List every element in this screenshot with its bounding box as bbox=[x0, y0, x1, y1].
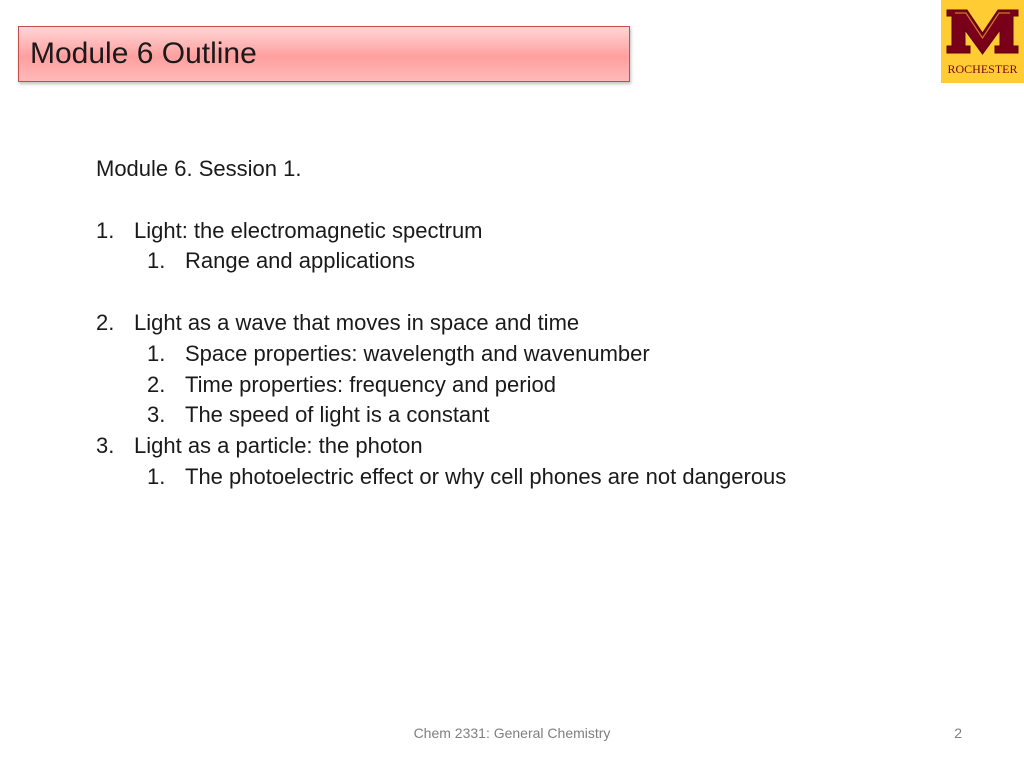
outline-item-text: Light as a wave that moves in space and time bbox=[134, 309, 580, 335]
logo-caption: ROCHESTER bbox=[947, 62, 1018, 76]
outline-subitem bbox=[96, 370, 976, 401]
outline-subitem-number: 2. bbox=[147, 371, 166, 397]
outline-subitem-number: 1. bbox=[147, 340, 166, 366]
outline-item-number: 1. bbox=[96, 217, 115, 243]
outline-subitem bbox=[96, 246, 976, 277]
slide-title: Module 6 Outline bbox=[30, 37, 257, 70]
outline-subitem-number: 3. bbox=[147, 402, 166, 428]
slide-footer: Chem 2331: General Chemistry bbox=[413, 725, 611, 741]
outline-subitem-text: Space properties: wavelength and wavenumber bbox=[185, 340, 650, 366]
spacer bbox=[96, 277, 976, 308]
outline-item bbox=[96, 431, 976, 462]
outline-item-text: Light: the electromagnetic spectrum bbox=[134, 217, 483, 243]
outline-subitem-text: The photoelectric effect or why cell phones are not dangerous bbox=[185, 463, 787, 489]
outline-subitem bbox=[96, 339, 976, 370]
university-logo bbox=[941, 0, 1024, 83]
outline-item bbox=[96, 216, 976, 247]
slide-title-box bbox=[18, 26, 630, 82]
outline-subitem-number: 1. bbox=[147, 463, 166, 489]
outline-subitem bbox=[96, 400, 976, 431]
page-number: 2 bbox=[954, 725, 962, 741]
outline-content bbox=[96, 154, 976, 493]
spacer bbox=[96, 185, 976, 216]
outline-item-text: Light as a particle: the photon bbox=[134, 433, 423, 459]
outline-item bbox=[96, 308, 976, 339]
outline-subitem-text: The speed of light is a constant bbox=[185, 402, 490, 428]
session-heading-text: Module 6. Session 1. bbox=[96, 156, 302, 181]
outline-item-number: 3. bbox=[96, 433, 115, 459]
outline-subitem bbox=[96, 462, 976, 493]
outline-item-number: 2. bbox=[96, 309, 115, 335]
outline-subitem-text: Range and applications bbox=[185, 248, 415, 274]
university-m-logo-icon bbox=[941, 0, 1024, 62]
session-heading bbox=[96, 154, 976, 185]
outline-subitem-number: 1. bbox=[147, 248, 166, 274]
outline-subitem-text: Time properties: frequency and period bbox=[185, 371, 556, 397]
